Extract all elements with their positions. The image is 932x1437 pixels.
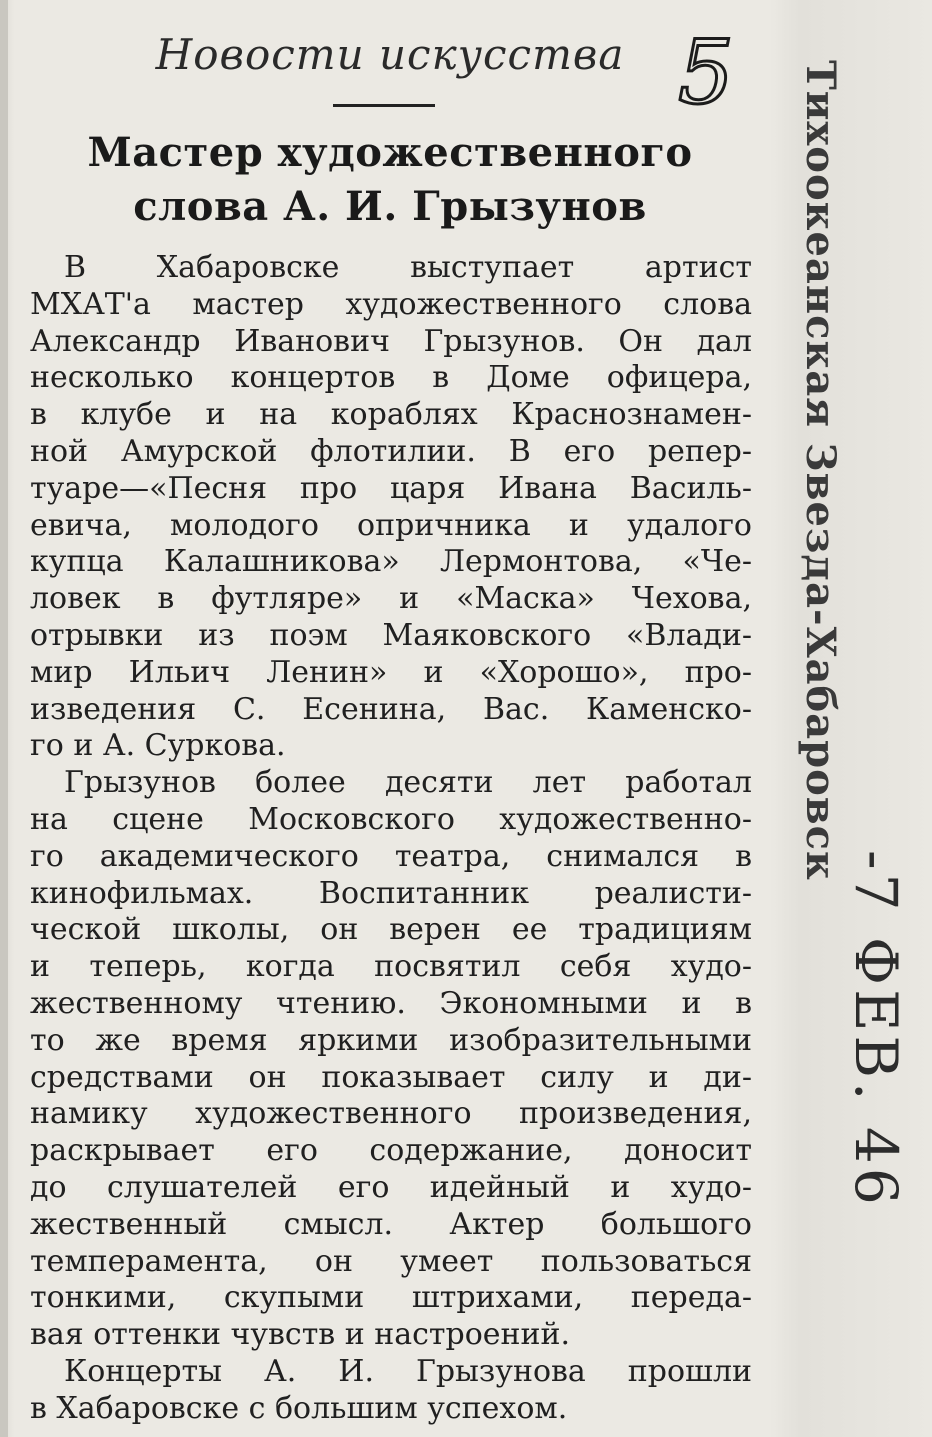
body-line: вая оттенки чувств и настроений. xyxy=(30,1317,571,1353)
body-line: купца Калашникова» Лермонтова, «Че- xyxy=(30,544,752,580)
body-line: мир Ильич Ленин» и «Хорошо», про- xyxy=(30,654,752,690)
body-line: жественному чтению. Экономными и в xyxy=(30,985,752,1021)
body-line: и теперь, когда посвятил себя худо- xyxy=(30,949,752,985)
body-line: в Хабаровске с большим успехом. xyxy=(30,1390,568,1426)
body-line: темперамента, он умеет пользоваться xyxy=(30,1243,752,1279)
body-line: Александр Иванович Грызунов. Он дал xyxy=(30,323,752,359)
newspaper-name-text: Тихоокеанская Звезда-Хабаровск xyxy=(797,60,844,881)
body-line: жественный смысл. Актер большого xyxy=(30,1206,752,1242)
body-line: отрывки из поэм Маяковского «Влади- xyxy=(30,617,752,653)
body-line: туаре—«Песня про царя Ивана Василь- xyxy=(30,470,752,506)
rubric-divider xyxy=(333,104,435,107)
body-line: МХАТ'а мастер художественного слова xyxy=(30,286,752,322)
body-line: намику художественного произведения, xyxy=(30,1096,752,1132)
handwritten-number-text: 5 xyxy=(678,21,734,118)
body-line: кинофильмах. Воспитанник реалисти- xyxy=(30,875,752,911)
body-line: средствами он показывает силу и ди- xyxy=(30,1059,752,1095)
newspaper-name-stamp xyxy=(792,60,852,881)
headline-line-1: Мастер художественного xyxy=(87,129,693,176)
section-rubric: Новости искусства xyxy=(155,30,625,79)
body-line: Грызунов более десяти лет работал xyxy=(64,765,752,801)
clipping-edge xyxy=(0,0,8,1437)
body-line: Концерты А. И. Грызунова прошли xyxy=(64,1353,752,1389)
handwritten-number-mark xyxy=(668,18,758,118)
date-stamp-text: -7 ФЕВ. 46 xyxy=(842,850,910,1209)
body-line: тонкими, скупыми штрихами, переда- xyxy=(30,1280,752,1316)
body-line: изведения С. Есенина, Вас. Каменско- xyxy=(30,691,752,727)
body-line: ной Амурской флотилии. В его репер- xyxy=(30,433,752,469)
body-line: го и А. Суркова. xyxy=(30,728,286,764)
body-line: до слушателей его идейный и худо- xyxy=(30,1169,752,1205)
article-headline xyxy=(40,126,740,234)
headline-line-2: слова А. И. Грызунов xyxy=(133,183,647,230)
body-line: ческой школы, он верен ее традициям xyxy=(30,912,752,948)
body-line: раскрывает его содержание, доносит xyxy=(30,1133,752,1169)
body-line: В Хабаровске выступает артист xyxy=(64,250,752,285)
body-line: на сцене Московского художественно- xyxy=(30,801,752,837)
body-line: го академического театра, снимался в xyxy=(30,838,752,874)
date-stamp xyxy=(830,850,920,1210)
body-line: ловек в футляре» и «Маска» Чехова, xyxy=(30,581,752,617)
body-line: евича, молодого опричника и удалого xyxy=(30,507,752,543)
body-line: в клубе и на кораблях Краснознамен- xyxy=(30,397,752,433)
article-body xyxy=(30,250,752,1428)
body-line: то же время яркими изобразительными xyxy=(30,1022,752,1058)
body-line: несколько концертов в Доме офицера, xyxy=(30,360,752,396)
